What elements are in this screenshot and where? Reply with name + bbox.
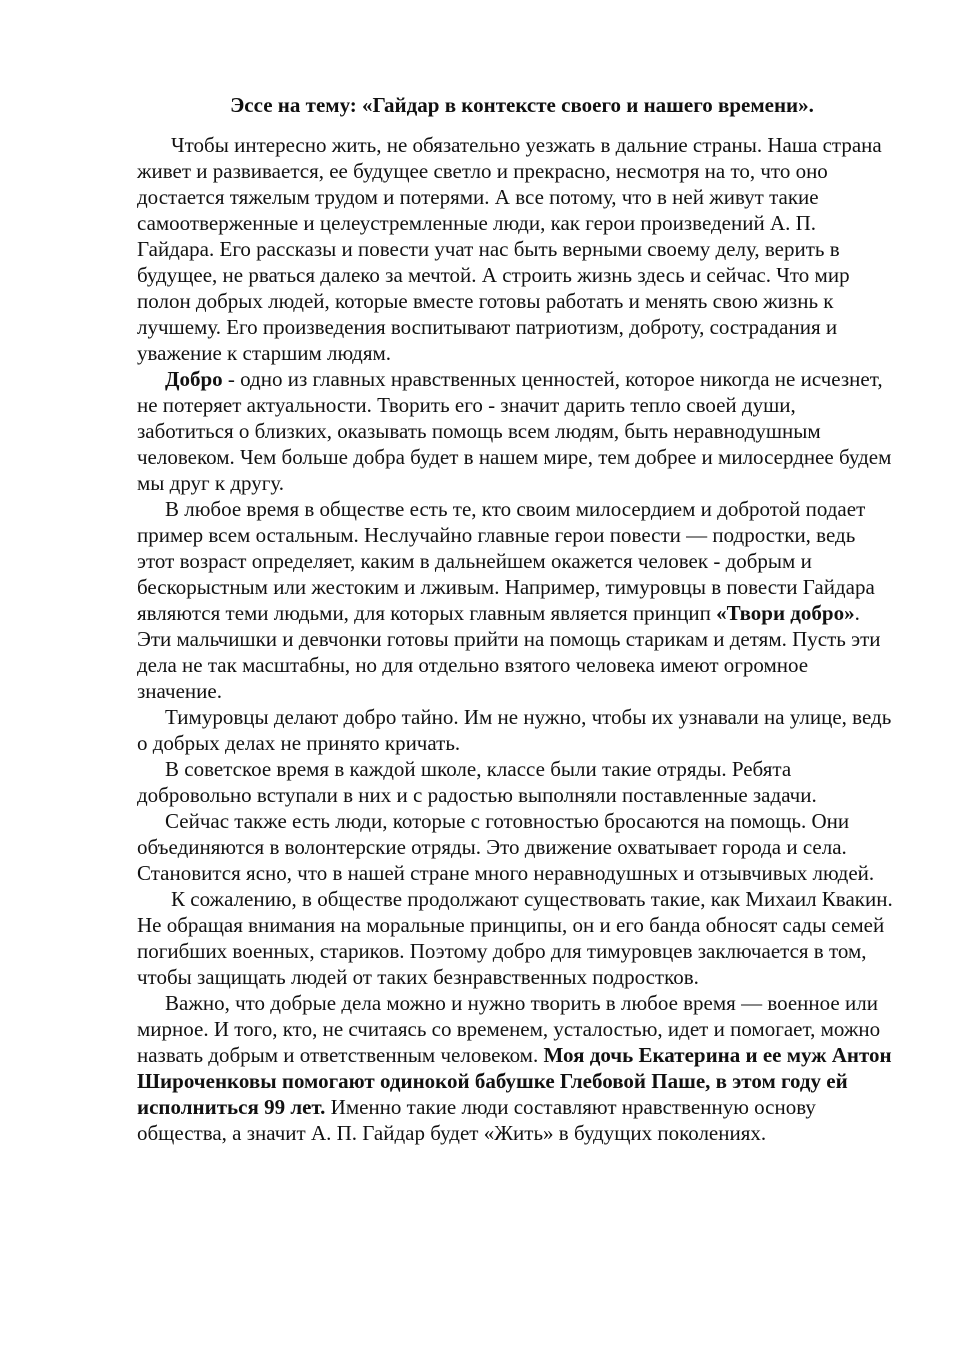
paragraph-dobro: [137, 366, 897, 496]
family-example: Моя дочь Екатерина и ее муж Антон Широченковы помогают одинокой бабушке Глебовой Паше, в этом году ей исполниться 99 лет.: [137, 1043, 892, 1119]
essay-body: [137, 92, 897, 1146]
essay-title: Эссе на тему: «Гайдар в контексте своего и нашего времени».: [230, 93, 814, 117]
paragraph-soviet-time: В советское время в каждой школе, классе были такие отряды. Ребята добровольно вступали в них и с радостью выполняли поставленные задачи.: [137, 757, 817, 807]
paragraph-secret-good: Тимуровцы делают добро тайно. Им не нужно, чтобы их узнавали на улице, ведь о добрых делах не принято кричать.: [137, 705, 892, 755]
principle-tvori-dobro: «Твори добро»: [716, 601, 855, 625]
paragraph-volunteers: Сейчас также есть люди, которые с готовностью бросаются на помощь. Они объединяются в волонтерские отряды. Это движение охватывает города и села. Становится ясно, что в нашей стране много неравнодушных и отзывчивых людей.: [137, 809, 875, 885]
paragraph-conclusion-text-end: Именно такие люди составляют нравственную основу общества, а значит А. П. Гайдар будет «Жить» в будущих поколениях.: [137, 1095, 816, 1145]
paragraph-conclusion-text-start: Важно, что добрые дела можно и нужно творить в любое время — военное или мирное. И того, кто, не считаясь со временем, усталостью, идет и помогает, можно назвать добрым и ответственным человеком.: [137, 991, 881, 1067]
paragraph-kvakin: К сожалению, в обществе продолжают существовать такие, как Михаил Квакин. Не обращая внимания на моральные принципы, он и его банда обносят сады семей погибших военных, стариков. Поэтому добро для тимуровцев заключается в том, чтобы защищать людей от таких безнравственных подростков.: [137, 887, 893, 989]
paragraph-dobro-text: - одно из главных нравственных ценностей, которое никогда не исчезнет, не потеряет актуальности. Творить его - значит дарить тепло своей души, заботиться о близких, оказывать помощь всем людям, быть неравнодушным человеком. Чем больше добра будет в нашем мире, тем добрее и милосерднее будем мы друг к другу.: [137, 367, 892, 495]
paragraph-timurovtsy-text-start: В любое время в обществе есть те, кто своим милосердием и добротой подает пример всем остальным. Неслучайно главные герои повести — подростки, ведь этот возраст определяет, каким в дальнейшем окажется человек - добрым и бескорыстным или жестоким и лживым. Например, тимуровцы в повести Гайдара являются теми людьми, для которых главным является принцип: [137, 497, 875, 625]
paragraph-timurovtsy-text-end: . Эти мальчишки и девчонки готовы прийти на помощь старикам и детям. Пусть эти дела не так масштабны, но для отдельно взятого человека имеют огромное значение.: [137, 601, 881, 703]
paragraph-conclusion: [137, 990, 897, 1146]
term-dobro: Добро: [165, 367, 223, 391]
paragraph-intro: Чтобы интересно жить, не обязательно уезжать в дальние страны. Наша страна живет и развивается, ее будущее светло и прекрасно, несмотря на то, что оно достается тяжелым трудом и потерями. А все потому, что в ней живут такие самоотверженные и целеустремленные люди, как герои произведений А. П. Гайдара. Его рассказы и повести учат нас быть верными своему делу, верить в будущее, не рваться далеко за мечтой. А строить жизнь здесь и сейчас. Что мир полон добрых людей, которые вместе готовы работать и менять свою жизнь к лучшему. Его произведения воспитывают патриотизм, доброту, сострадания и уважение к старшим людям.: [137, 133, 882, 365]
paragraph-timurovtsy-example: [137, 496, 897, 704]
